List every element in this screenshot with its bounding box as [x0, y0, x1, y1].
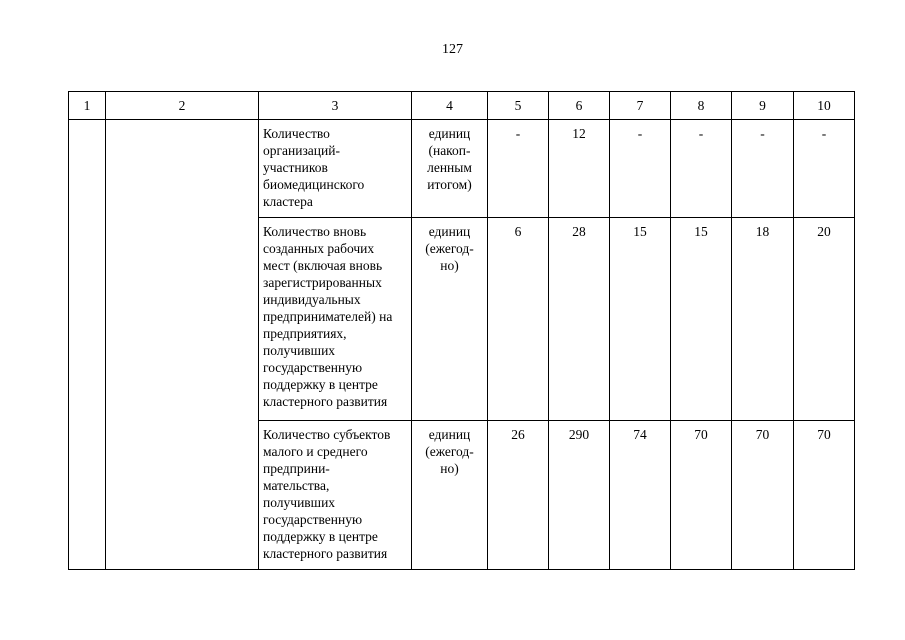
indicator-line: Количество [263, 126, 330, 141]
header-cell-2: 2 [106, 92, 259, 120]
value-cell: 70 [671, 421, 732, 570]
value-cell: 18 [732, 218, 794, 421]
unit-line: но) [440, 461, 459, 476]
value-cell: 28 [549, 218, 610, 421]
indicator-cell [259, 218, 412, 421]
indicator-line: поддержку в центре [263, 529, 378, 544]
indicator-line: организаций- [263, 143, 340, 158]
value-cell: 20 [794, 218, 855, 421]
unit-line: (ежегод- [425, 241, 474, 256]
unit-line: единиц [428, 126, 471, 141]
indicator-line: поддержку в центре [263, 377, 378, 392]
unit-line: но) [440, 258, 459, 273]
header-cell-3: 3 [259, 92, 412, 120]
value-cell: 15 [610, 218, 671, 421]
value-cell: 12 [549, 120, 610, 218]
header-cell-8: 8 [671, 92, 732, 120]
indicator-line: Количество вновь [263, 224, 367, 239]
header-cell-4: 4 [412, 92, 488, 120]
indicator-line: предприятиях, [263, 326, 347, 341]
page-number: 127 [442, 42, 463, 57]
indicator-cell [259, 421, 412, 570]
unit-line: (накоп- [428, 143, 471, 158]
value-cell: 70 [732, 421, 794, 570]
indicator-line: кластерного развития [263, 546, 388, 561]
indicator-line: государственную [263, 360, 363, 375]
indicator-cell [259, 120, 412, 218]
indicator-line: предприни- [263, 461, 330, 476]
value-cell: - [488, 120, 549, 218]
indicator-line: зарегистрированных [263, 275, 382, 290]
header-cell-7: 7 [610, 92, 671, 120]
value-cell: - [794, 120, 855, 218]
header-cell-10: 10 [794, 92, 855, 120]
indicator-line: кластерного развития [263, 394, 388, 409]
value-cell: 70 [794, 421, 855, 570]
value-cell: 74 [610, 421, 671, 570]
indicator-line: участников [263, 160, 328, 175]
unit-line: единиц [428, 224, 471, 239]
header-cell-5: 5 [488, 92, 549, 120]
indicator-line: государственную [263, 512, 363, 527]
indicator-line: предпринимателей) на [263, 309, 393, 324]
indicator-line: получивших [263, 343, 336, 358]
value-cell: 15 [671, 218, 732, 421]
header-cell-1: 1 [69, 92, 106, 120]
unit-line: единиц [428, 427, 471, 442]
value-cell: 290 [549, 421, 610, 570]
header-cell-9: 9 [732, 92, 794, 120]
indicator-line: кластера [263, 194, 313, 209]
value-cell: 26 [488, 421, 549, 570]
indicator-line: индивидуальных [263, 292, 361, 307]
value-cell: - [671, 120, 732, 218]
unit-line: ленным [427, 160, 472, 175]
unit-line: итогом) [427, 177, 472, 192]
indicator-line: биомедицинского [263, 177, 365, 192]
unit-cell [412, 120, 488, 218]
indicator-line: созданных рабочих [263, 241, 375, 256]
indicator-line: получивших [263, 495, 336, 510]
unit-cell [412, 421, 488, 570]
indicator-line: малого и среднего [263, 444, 368, 459]
table-row [69, 120, 855, 218]
unit-cell [412, 218, 488, 421]
cell-col1 [69, 120, 106, 570]
unit-line: (ежегод- [425, 444, 474, 459]
value-cell: 6 [488, 218, 549, 421]
indicator-line: мест (включая вновь [263, 258, 383, 273]
value-cell: - [732, 120, 794, 218]
header-cell-6: 6 [549, 92, 610, 120]
indicator-line: Количество субъектов [263, 427, 391, 442]
indicator-line: мательства, [263, 478, 330, 493]
value-cell: - [610, 120, 671, 218]
cell-col2 [106, 120, 259, 570]
indicators-table [68, 91, 855, 570]
header-row [69, 92, 855, 120]
